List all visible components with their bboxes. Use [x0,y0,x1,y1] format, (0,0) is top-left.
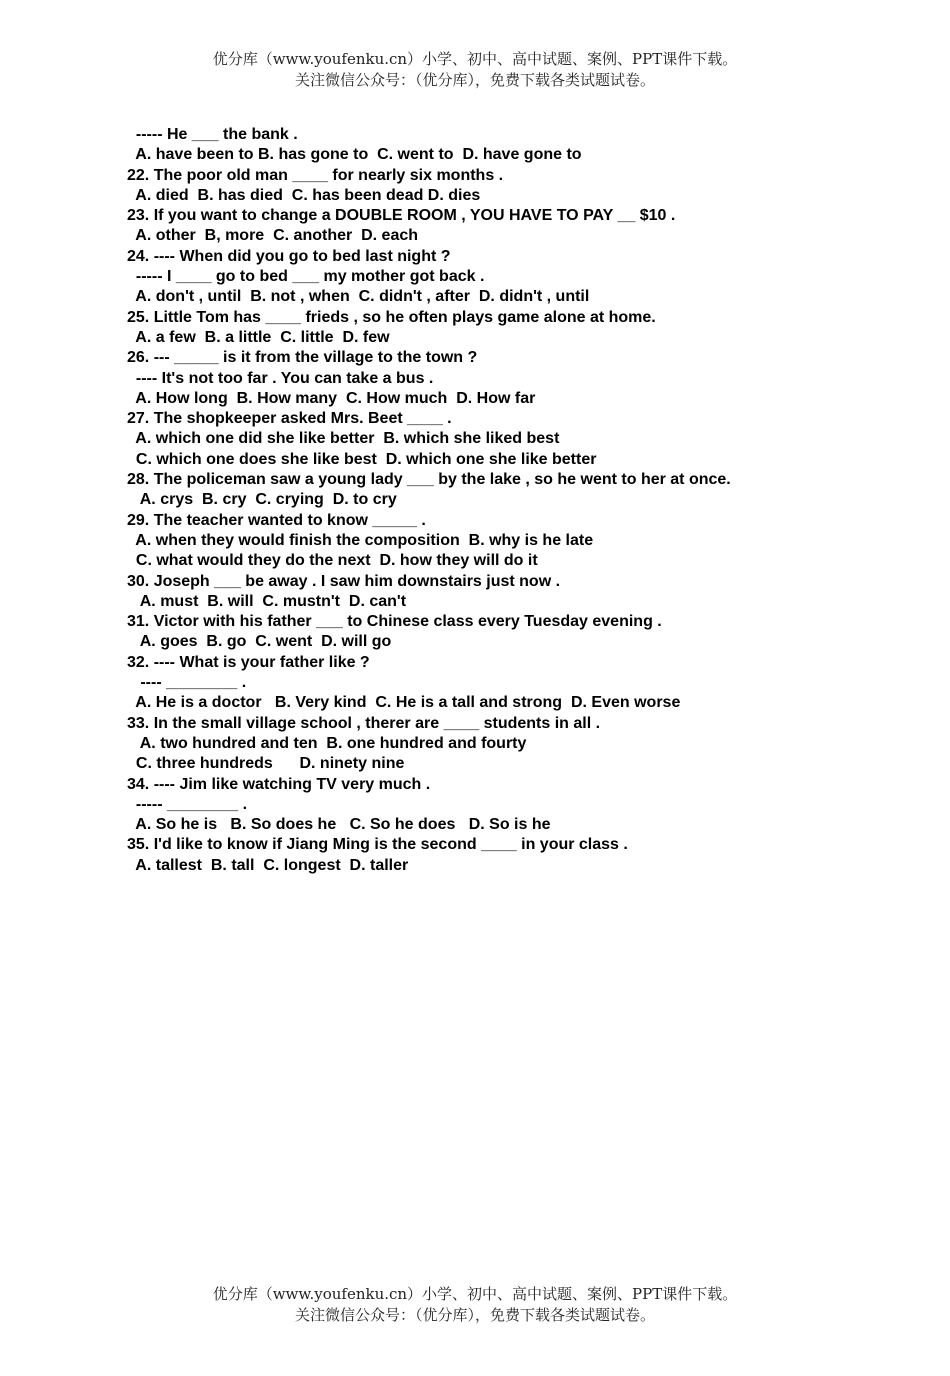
question-line: A. died B. has died C. has been dead D. dies [127,186,481,204]
question-line: A. How long B. How many C. How much D. How far [127,389,536,407]
question-line: ---- It's not too far . You can take a bus . [127,369,434,387]
question-line: 31. Victor with his father ___ to Chinese class every Tuesday evening . [127,613,662,631]
question-line: 24. ---- When did you go to bed last night ? [127,247,451,265]
question-line: A. must B. will C. mustn't D. can't [127,592,407,610]
question-line: 26. --- _____ is it from the village to the town ? [127,349,478,367]
question-line: A. crys B. cry C. crying D. to cry [127,491,397,509]
question-line: 32. ---- What is your father like ? [127,653,370,671]
question-line: A. goes B. go C. went D. will go [127,633,392,651]
question-line: C. what would they do the next D. how they will do it [127,552,538,570]
question-line: A. a few B. a little C. little D. few [127,328,390,346]
footer-line-1: 优分库（www.youfenku.cn）小学、初中、高中试题、案例、PPT课件下载。 [212,1285,738,1303]
question-line: 30. Joseph ___ be away . I saw him downstairs just now . [127,572,561,590]
question-line: ----- I ____ go to bed ___ my mother got back . [127,268,485,286]
page-header [0,49,950,91]
question-line: A. tallest B. tall C. longest D. taller [127,856,409,874]
question-line: A. other B, more C. another D. each [127,227,419,245]
question-line: C. three hundreds D. ninety nine [127,755,405,773]
question-line: 35. I'd like to know if Jiang Ming is the second ____ in your class . [127,836,628,854]
question-line: 33. In the small village school , therer are ____ students in all . [127,714,601,732]
header-line-1: 优分库（www.youfenku.cn）小学、初中、高中试题、案例、PPT课件下载。 [212,50,738,68]
question-line: A. So he is B. So does he C. So he does D. So is he [127,816,551,834]
question-line: 29. The teacher wanted to know _____ . [127,511,426,529]
question-line: A. don't , until B. not , when C. didn't , after D. didn't , until [127,288,590,306]
question-line: ---- ________ . [127,674,247,692]
footer-line-2: 关注微信公众号：（优分库），免费下载各类试题试卷。 [294,1306,655,1324]
question-line: 34. ---- Jim like watching TV very much . [127,775,431,793]
question-line: 22. The poor old man ____ for nearly six months . [127,166,504,184]
question-line: 25. Little Tom has ____ frieds , so he often plays game alone at home. [127,308,656,326]
question-line: ----- He ___ the bank . [127,126,298,143]
question-list [127,125,927,876]
question-line: ----- ________ . [127,795,248,813]
question-line: A. He is a doctor B. Very kind C. He is a tall and strong D. Even worse [127,694,681,712]
page-footer [0,1284,950,1326]
question-line: 27. The shopkeeper asked Mrs. Beet ____ . [127,410,452,428]
header-line-2: 关注微信公众号：（优分库），免费下载各类试题试卷。 [294,71,655,89]
question-line: 23. If you want to change a DOUBLE ROOM , YOU HAVE TO PAY __ $10 . [127,207,676,225]
question-line: C. which one does she like best D. which one she like better [127,450,597,468]
question-line: A. two hundred and ten B. one hundred and fourty [127,734,527,752]
question-line: A. which one did she like better B. which she liked best [127,430,560,448]
question-line: A. have been to B. has gone to C. went to D. have gone to [127,146,582,164]
question-line: 28. The policeman saw a young lady ___ by the lake , so he went to her at once. [127,471,731,489]
question-line: A. when they would finish the composition B. why is he late [127,531,594,549]
